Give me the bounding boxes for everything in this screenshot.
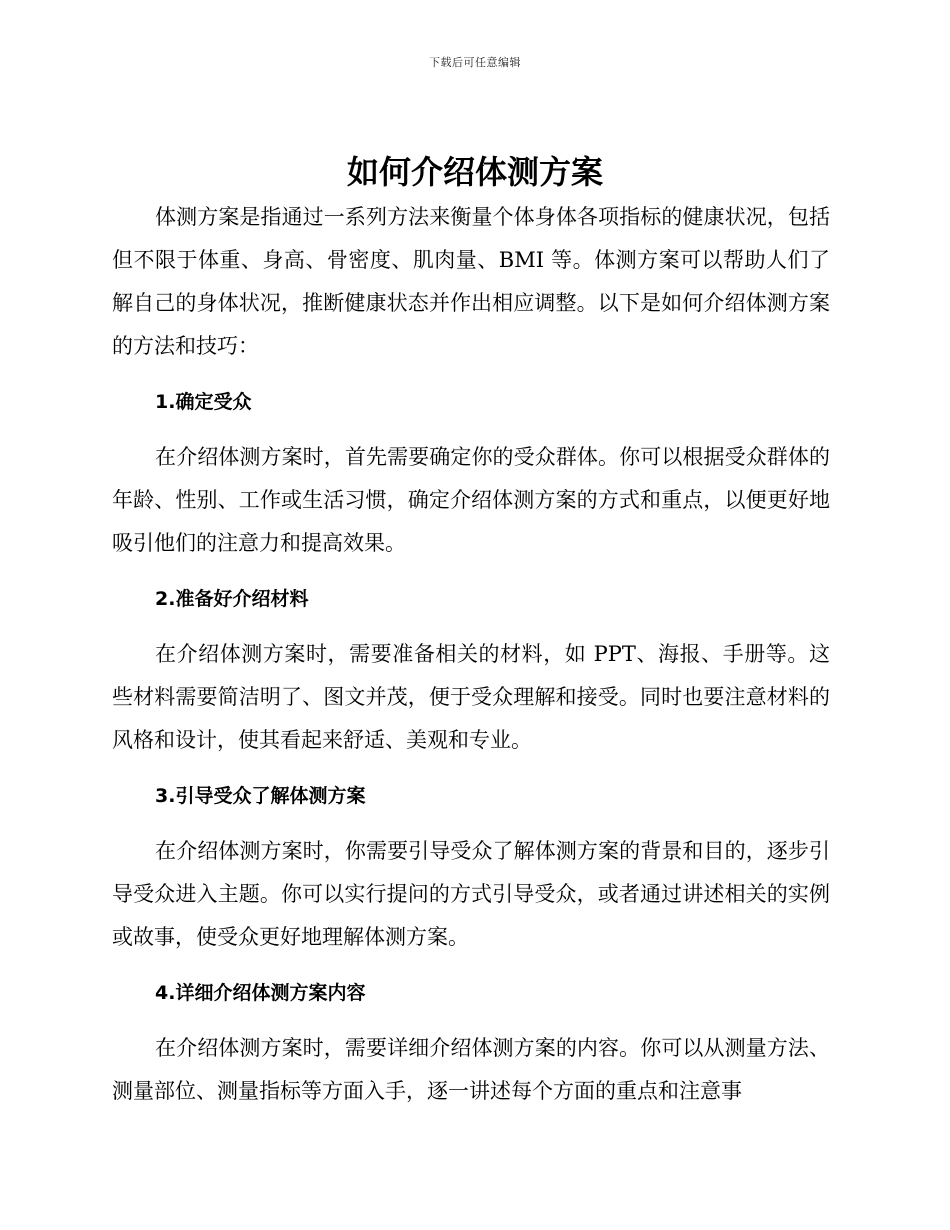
section-body-1: 在介绍体测方案时，首先需要确定你的受众群体。你可以根据受众群体的年龄、性别、工作或生活习惯，确定介绍体测方案的方式和重点，以便更好地吸引他们的注意力和提高效果。 — [112, 445, 830, 555]
document-body — [112, 196, 830, 1113]
section-body-3: 在介绍体测方案时，你需要引导受众了解体测方案的背景和目的，逐步引导受众进入主题。你可以实行提问的方式引导受众，或者通过讲述相关的实例或故事，使受众更好地理解体测方案。 — [112, 839, 830, 949]
section-heading-3: 3.引导受众了解体测方案 — [155, 785, 366, 807]
intro-paragraph: 体测方案是指通过一系列方法来衡量个体身体各项指标的健康状况，包括但不限于体重、身高、骨密度、肌肉量、BMI 等。体测方案可以帮助人们了解自己的身体状况，推断健康状态并作出相应调整。以下是如何介绍体测方案的方法和技巧： — [112, 205, 830, 358]
page-header: 下载后可任意编辑 — [429, 56, 521, 69]
section-body-2: 在介绍体测方案时，需要准备相关的材料，如 PPT、海报、手册等。这些材料需要简洁明了、图文并茂，便于受众理解和接受。同时也要注意材料的风格和设计，使其看起来舒适、美观和专业。 — [112, 642, 830, 752]
section-body-4: 在介绍体测方案时，需要详细介绍体测方案的内容。你可以从测量方法、测量部位、测量指标等方面入手，逐一讲述每个方面的重点和注意事 — [112, 1036, 830, 1103]
section-heading-1: 1.确定受众 — [155, 391, 252, 413]
section-heading-2: 2.准备好介绍材料 — [155, 588, 309, 610]
document-title: 如何介绍体测方案 — [346, 153, 603, 191]
section-heading-4: 4.详细介绍体测方案内容 — [155, 982, 366, 1004]
